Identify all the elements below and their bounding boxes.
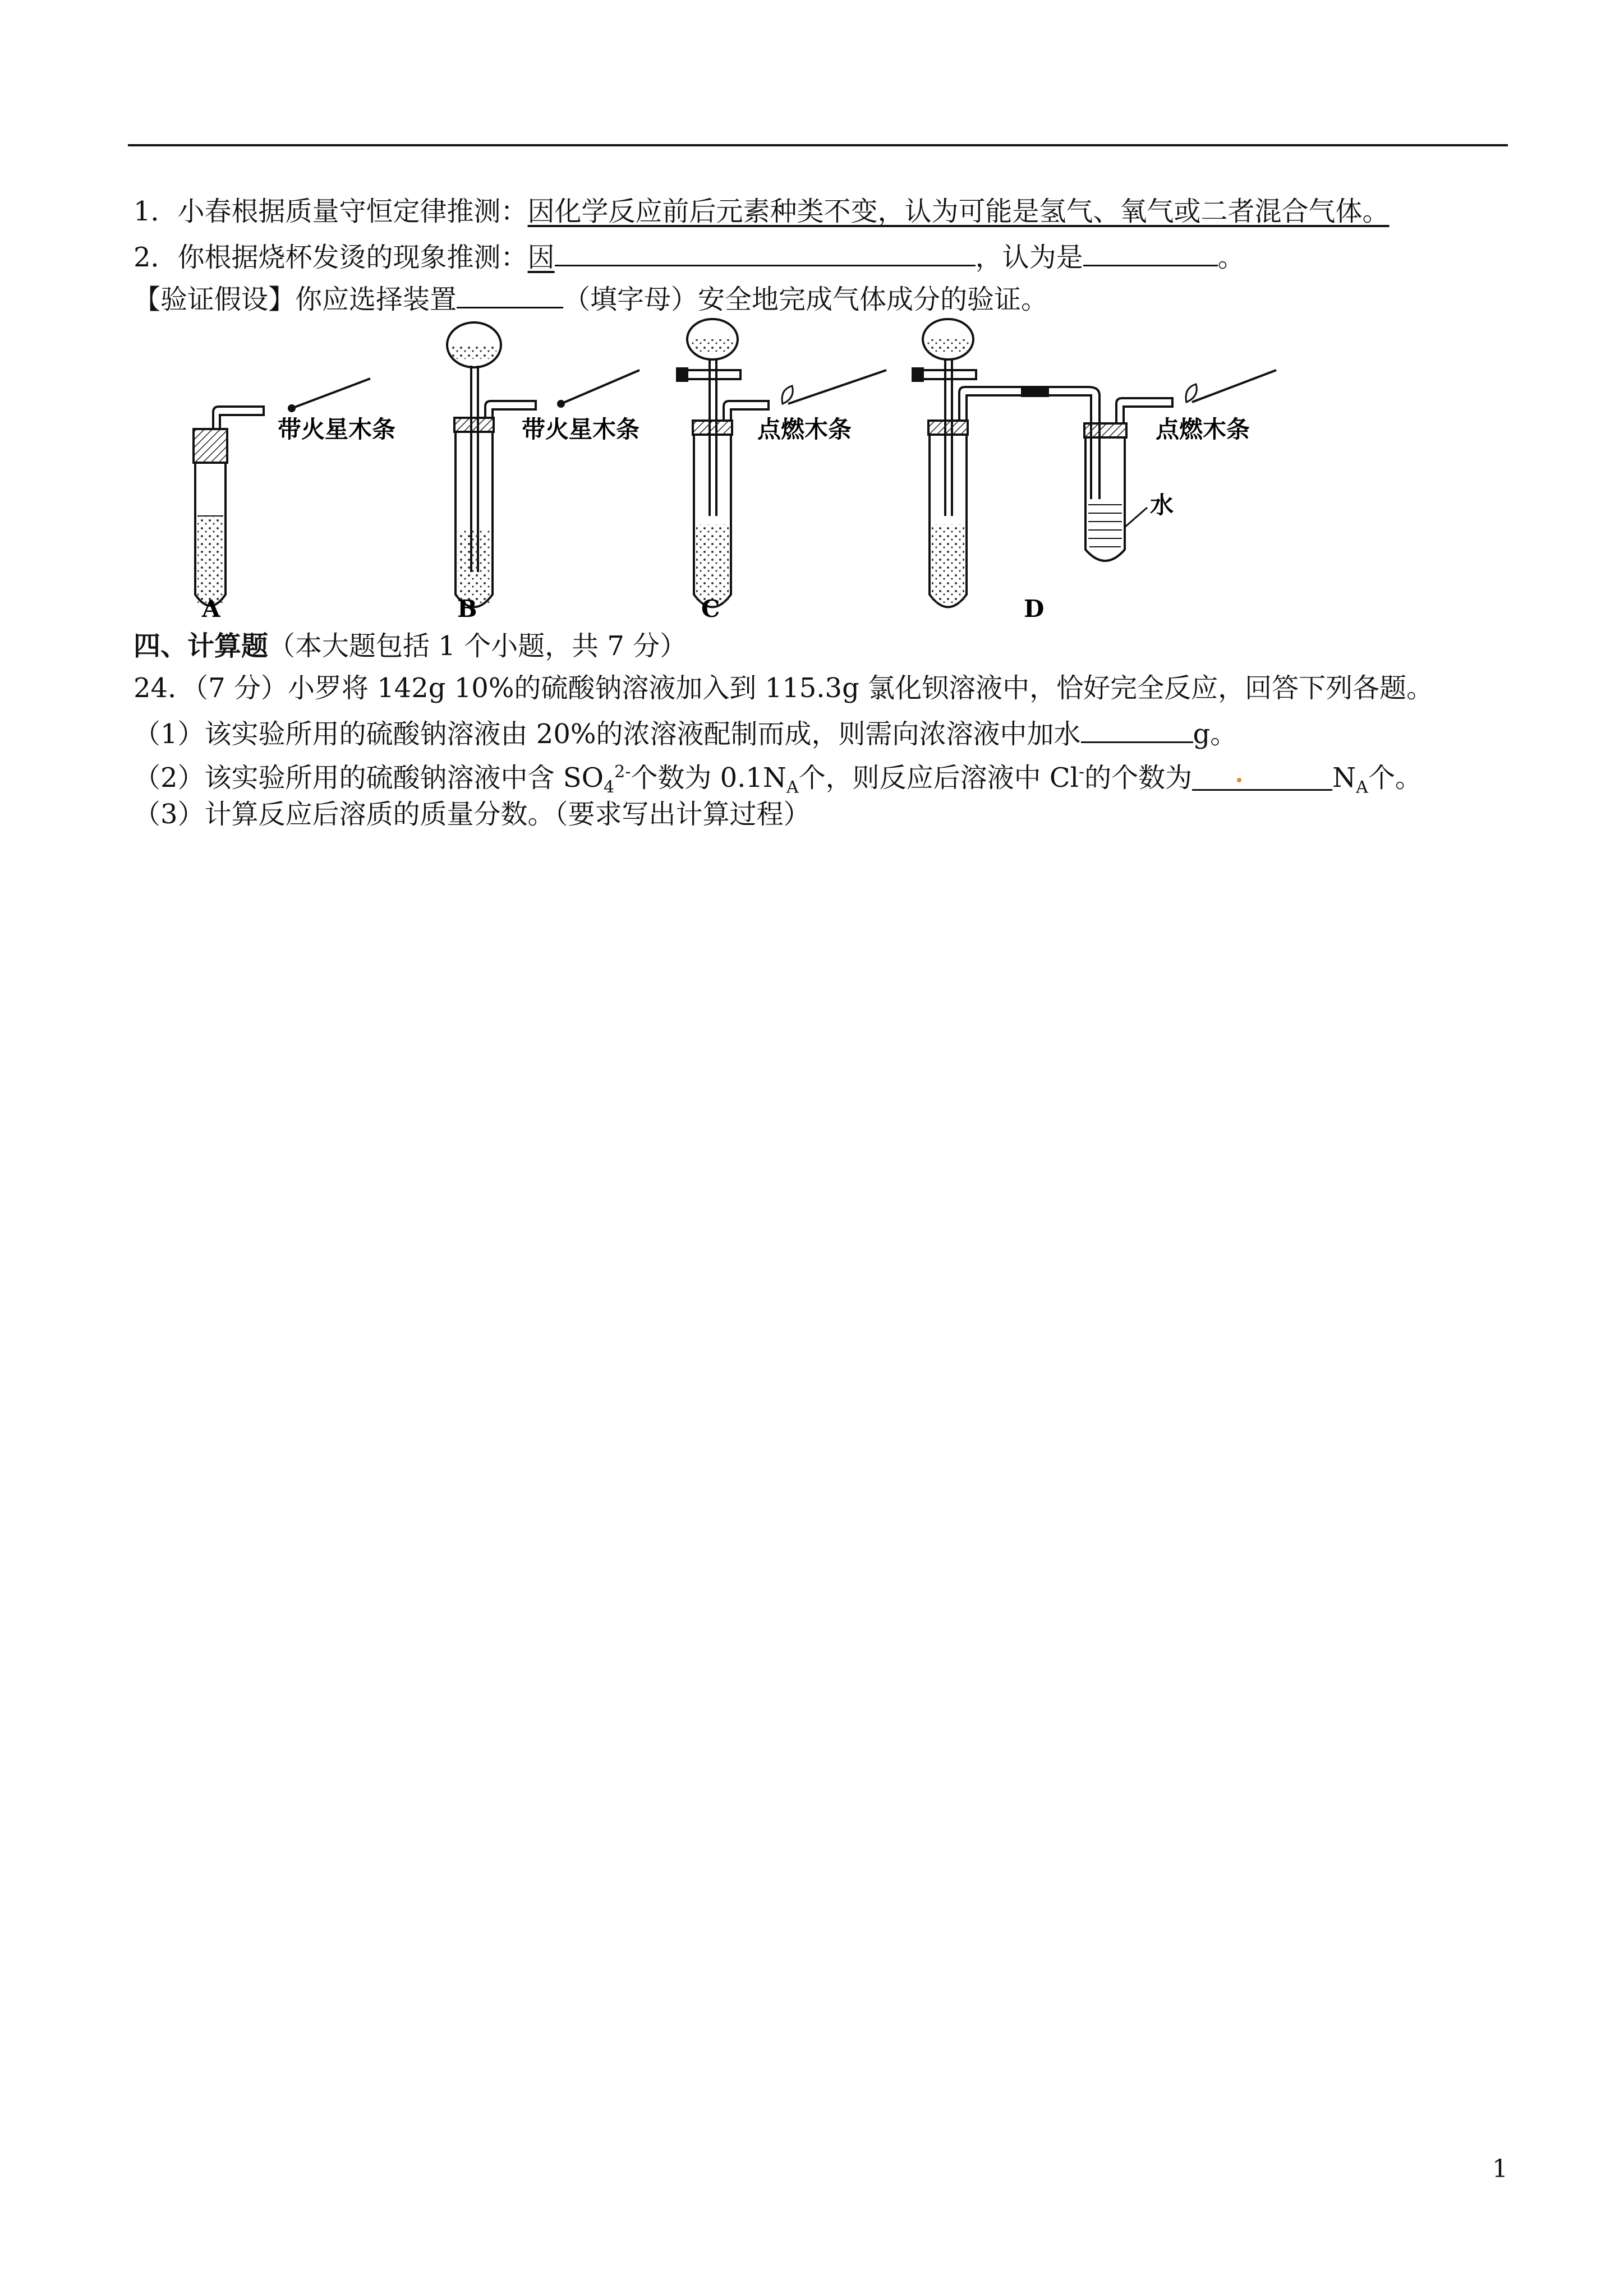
page-number: 1 — [1492, 2155, 1508, 2183]
q24-p1-unit: g。 — [1193, 718, 1237, 750]
delivery-tube-a — [213, 407, 264, 429]
splint-c — [788, 370, 886, 404]
stopper-b — [454, 418, 494, 432]
splint-a — [292, 379, 370, 408]
label-b: B — [457, 595, 477, 623]
q24-p2-sub: 4 — [604, 777, 615, 797]
section-note: （本大题包括 1 个小题，共 7 分） — [268, 630, 687, 662]
section-heading — [134, 628, 687, 664]
liquid-c — [696, 524, 729, 603]
flame-d — [1186, 384, 1197, 402]
splint-label-d: 点燃木条 — [1156, 416, 1250, 443]
stopcock-d — [923, 370, 976, 379]
question-line-2 — [134, 236, 1245, 275]
line1-prefix: 1．小春根据质量守恒定律推测： — [134, 196, 528, 227]
section-title: 四、计算题 — [134, 630, 269, 662]
q24-p2-blank[interactable] — [1192, 760, 1332, 791]
label-a: A — [202, 595, 220, 623]
q24-p2-sup: 2- — [614, 762, 631, 782]
line2-blank-1[interactable] — [555, 236, 976, 266]
stopper-d — [928, 421, 968, 435]
splint-label-b: 带火星木条 — [522, 416, 640, 443]
liquid-a — [197, 516, 223, 603]
apparatus-figure — [168, 314, 1301, 628]
q24-p2-text-d: 的个数为 — [1084, 762, 1193, 794]
stopper-a — [194, 429, 227, 463]
q24-p2-sub3: A — [1356, 777, 1368, 797]
line1-underlined-answer: 因化学反应前后元素种类不变，认为可能是氢气、氧气或二者混合气体。 — [527, 196, 1390, 227]
line2-blank-2[interactable] — [1083, 236, 1218, 266]
apparatus-d — [912, 319, 1276, 623]
q24-part3 — [134, 796, 811, 832]
line3-suffix: （填字母）安全地完成气体成分的验证。 — [563, 284, 1048, 315]
water-label: 水 — [1150, 491, 1174, 519]
splint-label-a: 带火星木条 — [278, 416, 396, 443]
q24-p3-text: （3）计算反应后溶质的质量分数。（要求写出计算过程） — [134, 799, 811, 830]
q24-part1 — [134, 712, 1237, 752]
apparatus-svg — [168, 314, 1301, 628]
q24-p2-sup2: - — [1079, 762, 1085, 782]
apparatus-b — [447, 322, 640, 623]
q24-p1-text: （1）该实验所用的硫酸钠溶液由 20%的浓溶液配制而成，则需向浓溶液中加水 — [134, 718, 1081, 750]
label-c: C — [701, 595, 720, 623]
apparatus-a — [194, 379, 395, 623]
water-lines-d — [1088, 505, 1122, 547]
line2-end: 。 — [1217, 242, 1245, 273]
q24-p2-text-a: （2）该实验所用的硫酸钠溶液中含 SO — [134, 762, 604, 794]
label-d: D — [1024, 595, 1045, 623]
connector-tube-d — [959, 387, 1099, 499]
q24-p2-text-c: 个，则反应后溶液中 Cl — [798, 762, 1079, 794]
line2-prefix: 2．你根据烧杯发烫的现象推测： — [134, 242, 528, 273]
liquid-b — [458, 530, 490, 603]
device-answer-blank[interactable] — [457, 278, 563, 308]
question-line-3 — [134, 278, 1048, 317]
q24-p2-sub2: A — [786, 777, 799, 797]
rubber-joint-d — [1021, 386, 1049, 397]
q24-p2-text-f: 个。 — [1368, 762, 1422, 794]
line3-prefix: 【验证假设】你应选择装置 — [134, 284, 457, 315]
splint-d — [1192, 370, 1276, 402]
stopcock-c — [687, 370, 740, 379]
q24-stem-text: 24．（7 分）小罗将 142g 10%的硫酸钠溶液加入到 115.3g 氯化钡溶液中，恰好完全反应，回答下列各题。 — [134, 672, 1434, 704]
liquid-d — [932, 524, 964, 603]
q24-stem — [134, 670, 1433, 706]
question-line-1 — [134, 193, 1390, 229]
stopper-d2 — [1084, 423, 1126, 437]
line2-blank-lead: 因 — [527, 242, 555, 273]
q24-p1-blank[interactable] — [1081, 712, 1193, 743]
splint-label-c: 点燃木条 — [757, 416, 852, 443]
apparatus-c — [676, 319, 886, 623]
splint-b — [561, 370, 640, 404]
orange-mark — [1237, 778, 1241, 782]
flame-c — [782, 386, 793, 404]
stopper-c — [693, 421, 732, 435]
header-rule — [128, 144, 1508, 146]
line2-mid: ，认为是 — [975, 242, 1083, 273]
q24-p2-text-b: 个数为 0.1N — [631, 762, 786, 794]
q24-p2-text-e: N — [1332, 762, 1356, 794]
